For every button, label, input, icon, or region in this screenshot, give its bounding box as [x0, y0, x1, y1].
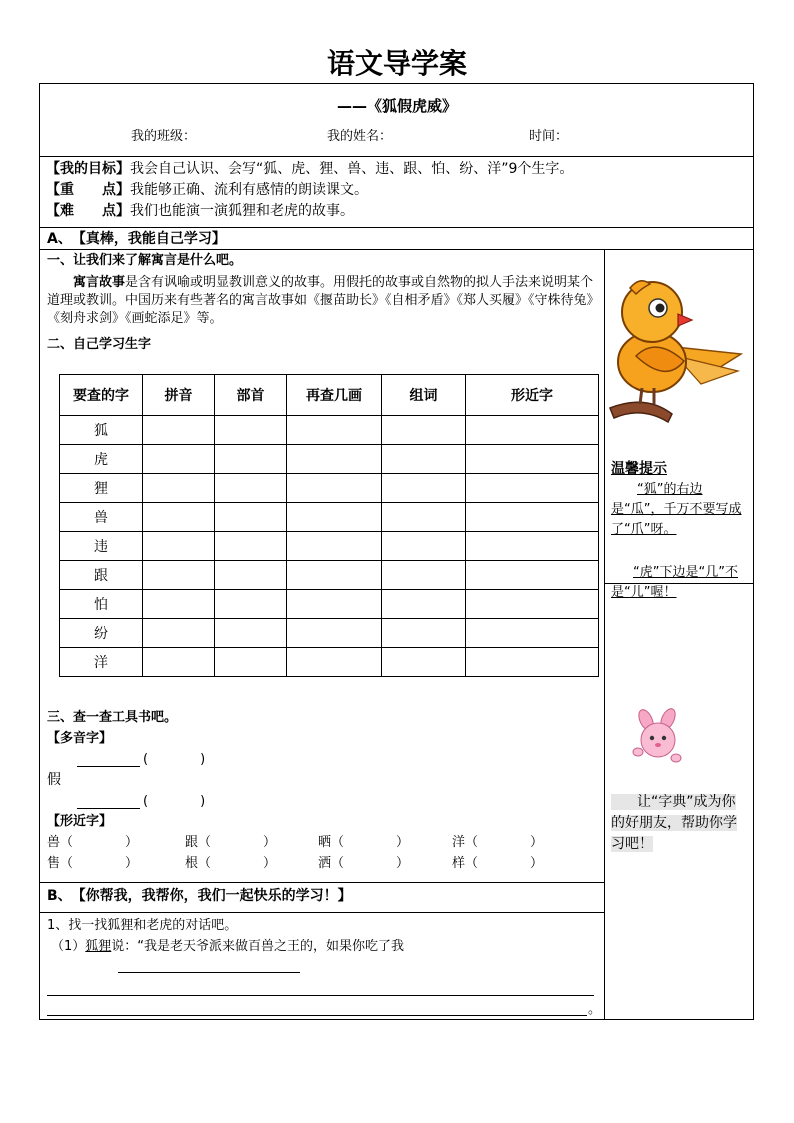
blank-cell[interactable]: [382, 619, 466, 648]
header-cell: 组词: [382, 375, 466, 416]
tip-title: 温馨提示: [611, 461, 667, 477]
blank-cell[interactable]: [382, 648, 466, 677]
name-label: 我的姓名：: [327, 129, 393, 144]
question-text: 说：“我是老天爷派来做百兽之王的，如果你吃了我: [111, 939, 405, 954]
fable-intro: [47, 274, 600, 328]
similar-label: 【形近字】: [47, 814, 113, 829]
similar-item: 跟（ ）: [185, 835, 277, 850]
header-cell: 拼音: [143, 375, 215, 416]
section-a-heading: A、 【真棒，我能自己学习】: [47, 231, 226, 247]
table-header-row: [60, 375, 599, 416]
character-table: [59, 374, 599, 677]
question-1: 1、找一找狐狸和老虎的对话吧。: [47, 918, 238, 933]
tip-dictionary-text: 让“字典”成为你的好朋友，帮助你学习吧！: [611, 794, 737, 852]
goal-text: 我们也能演一演狐狸和老虎的故事。: [130, 203, 354, 219]
frame-top: [39, 83, 754, 84]
frame-bottom: [39, 1019, 754, 1020]
rabbit-paw: [633, 748, 643, 756]
blank-cell[interactable]: [143, 619, 215, 648]
blank-cell[interactable]: [143, 561, 215, 590]
divider-goals: [39, 227, 754, 228]
rabbit-illustration: [628, 708, 688, 766]
goal-label: 【重 点】: [46, 182, 130, 198]
answer-blank[interactable]: [118, 972, 300, 973]
blank-cell[interactable]: [466, 532, 599, 561]
goal-label: 【我的目标】: [46, 161, 130, 177]
blank-cell[interactable]: [382, 416, 466, 445]
part1-heading: 一、让我们来了解寓言是什么吧。: [47, 253, 243, 268]
blank-cell[interactable]: [287, 503, 382, 532]
table-row: [60, 648, 599, 677]
header-cell: 要查的字: [60, 375, 143, 416]
blank-cell[interactable]: [143, 503, 215, 532]
blank-cell[interactable]: [215, 561, 287, 590]
table-row: [60, 619, 599, 648]
rabbit-head: [641, 723, 675, 757]
blank-cell[interactable]: [287, 619, 382, 648]
blank-cell[interactable]: [466, 648, 599, 677]
divider-sidebar: [604, 249, 605, 1019]
fable-definition: 是含有讽喻或明显教训意义的故事。用假托的故事或自然物的拟人手法来说明某个道理或教训。中国历来有些著名的寓言故事如《揠苗助长》《自相矛盾》《郑人买履》《守株待兔》《刻舟求剑》《画蛇添足》等。: [47, 275, 600, 326]
similar-item: 售（ ）: [47, 856, 139, 871]
blank-cell[interactable]: [466, 561, 599, 590]
blank-cell[interactable]: [287, 590, 382, 619]
bird-pupil: [656, 304, 665, 313]
part2-heading: 二、自己学习生字: [47, 337, 152, 352]
blank-cell[interactable]: [382, 474, 466, 503]
pinyin-paren: ( ): [143, 794, 206, 809]
question-number: （1）: [51, 939, 86, 954]
blank-cell[interactable]: [466, 445, 599, 474]
similar-item: 兽（ ）: [47, 835, 139, 850]
class-label: 我的班级：: [131, 129, 197, 144]
question-1-1: [51, 939, 404, 955]
blank-cell[interactable]: [466, 503, 599, 532]
answer-blank[interactable]: [77, 766, 140, 767]
table-row: [60, 416, 599, 445]
blank-cell[interactable]: [143, 532, 215, 561]
blank-cell[interactable]: [143, 648, 215, 677]
goal-row: [46, 202, 354, 220]
blank-cell[interactable]: [215, 532, 287, 561]
char-cell: 虎: [60, 445, 143, 474]
answer-blank[interactable]: [77, 808, 140, 809]
blank-cell[interactable]: [215, 445, 287, 474]
blank-cell[interactable]: [287, 445, 382, 474]
blank-cell[interactable]: [215, 648, 287, 677]
blank-cell[interactable]: [287, 532, 382, 561]
blank-cell[interactable]: [382, 445, 466, 474]
goal-row: [46, 181, 368, 199]
frame-right: [753, 83, 754, 1020]
part3-heading: 三、查一查工具书吧。: [47, 710, 178, 725]
blank-cell[interactable]: [466, 416, 599, 445]
blank-cell[interactable]: [143, 590, 215, 619]
section-b-heading: B、 【你帮我，我帮你，我们一起快乐的学习！】: [47, 888, 352, 904]
polyphone-label: 【多音字】: [47, 731, 113, 746]
blank-cell[interactable]: [215, 474, 287, 503]
goal-label: 【难 点】: [46, 203, 130, 219]
similar-item: 根（ ）: [185, 856, 277, 871]
similar-item: 洋（ ）: [452, 835, 544, 850]
blank-cell[interactable]: [466, 619, 599, 648]
char-cell: 怕: [60, 590, 143, 619]
blank-cell[interactable]: [382, 503, 466, 532]
tip-gua: “狐”的右边是“瓜”，千万不要写成了“爪”呀。: [611, 482, 742, 537]
goal-text: 我能够正确、流利有感情的朗读课文。: [130, 182, 368, 198]
bird-beak: [678, 314, 692, 326]
char-cell: 违: [60, 532, 143, 561]
answer-line[interactable]: [47, 995, 594, 996]
char-cell: 洋: [60, 648, 143, 677]
char-cell: 狸: [60, 474, 143, 503]
answer-line[interactable]: [47, 1015, 587, 1016]
char-cell: 跟: [60, 561, 143, 590]
branch: [610, 402, 672, 422]
blank-cell[interactable]: [382, 532, 466, 561]
header-cell: 形近字: [466, 375, 599, 416]
table-row: [60, 474, 599, 503]
table-row: [60, 503, 599, 532]
blank-cell[interactable]: [287, 416, 382, 445]
similar-item: 样（ ）: [452, 856, 544, 871]
goal-row: [46, 160, 573, 178]
divider-section-a: [39, 249, 754, 250]
fable-term: 寓言故事: [73, 275, 126, 290]
goal-text: 我会自己认识、会写“狐、虎、狸、兽、违、跟、怕、纷、洋”9个生字。: [130, 161, 574, 177]
end-mark: 。: [588, 1002, 602, 1017]
rabbit-nose: [655, 743, 661, 747]
pinyin-paren: ( ): [143, 752, 206, 767]
blank-cell[interactable]: [143, 445, 215, 474]
blank-cell[interactable]: [466, 590, 599, 619]
table-row: [60, 590, 599, 619]
blank-cell[interactable]: [466, 474, 599, 503]
char-cell: 兽: [60, 503, 143, 532]
char-cell: 狐: [60, 416, 143, 445]
header-cell: 再查几画: [287, 375, 382, 416]
rabbit-eye: [662, 736, 666, 740]
polyphone-char: 假: [47, 772, 61, 788]
blank-cell[interactable]: [382, 590, 466, 619]
frame-left: [39, 83, 40, 1020]
blank-cell[interactable]: [215, 503, 287, 532]
blank-cell[interactable]: [287, 648, 382, 677]
divider-header: [39, 156, 754, 157]
similar-item: 晒（ ）: [318, 835, 410, 850]
rabbit-paw: [671, 754, 681, 762]
rabbit-eye: [650, 736, 654, 740]
page-title: 语文导学案: [326, 47, 467, 80]
table-row: [60, 445, 599, 474]
table-row: [60, 532, 599, 561]
speaker-fox: 狐狸: [85, 939, 112, 954]
tip-hu: “虎”下边是“几”不是“儿”喔！: [611, 565, 738, 600]
bird-illustration: [606, 276, 748, 428]
tip-dictionary: [611, 792, 748, 855]
blank-cell[interactable]: [287, 561, 382, 590]
blank-cell[interactable]: [215, 590, 287, 619]
blank-cell[interactable]: [143, 416, 215, 445]
similar-item: 洒（ ）: [318, 856, 410, 871]
time-label: 时间：: [529, 129, 569, 144]
blank-cell[interactable]: [215, 619, 287, 648]
table-row: [60, 561, 599, 590]
blank-cell[interactable]: [143, 474, 215, 503]
blank-cell[interactable]: [215, 416, 287, 445]
char-cell: 纷: [60, 619, 143, 648]
header-cell: 部首: [215, 375, 287, 416]
blank-cell[interactable]: [382, 561, 466, 590]
blank-cell[interactable]: [287, 474, 382, 503]
divider-b-heading: [39, 912, 605, 913]
lesson-subtitle: ——《狐假虎威》: [336, 97, 457, 115]
sidebar-divider: [605, 583, 753, 584]
divider-b-top: [39, 882, 605, 883]
